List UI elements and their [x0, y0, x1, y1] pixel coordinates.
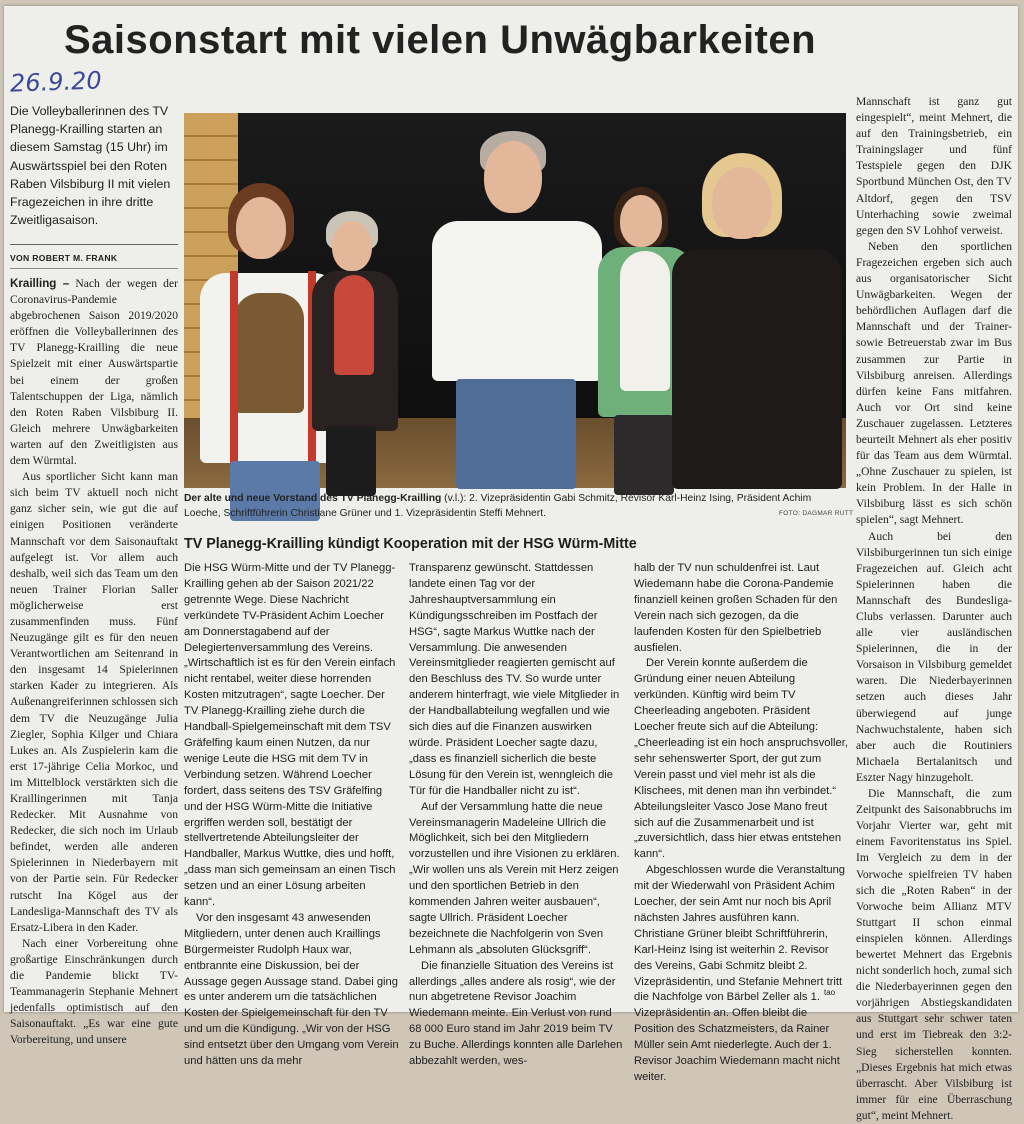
article-paragraph: Die HSG Würm-Mitte und der TV Planegg-Krailling gehen ab der Saison 2021/22 getrennte Wege. Diese Nachricht verkündete TV-Präsident Achim Loecher am Donnerstagabend auf der Delegiertenversammlung des Vereins. „Wirtschaftlich ist es für den Verein einfach nicht rentabel, weiter diese horrenden Kosten mitzutragen“, sagte Loecher. Der TV Planegg-Krailling ziehe durch die Handball-Spielgemeinschaft mit dem TSV Gräfelfing kaum einen Nutzen, da nur wenige Leute die HSG mit dem TV in Verbindung setzen. Während Loecher fordert, dass seitens des TSV Gräfelfing und der HSG Würm-Mitte die Initiative ergriffen werden soll, bestätigt der stellvertretende Abteilungsleiter der Handballer, Markus Wuttke, dies und hofft, „dass man sich gemeinsam an einen Tisch setzen und an einer Lösung arbeiten kann“.	[184, 562, 396, 909]
caption-bold: Der alte und neue Vorstand des TV Planegg-Krailling	[184, 493, 442, 504]
article-paragraph	[10, 276, 178, 469]
lead-paragraph: Die Volleyballerinnen des TV Planegg-Krailling starten an diesem Samstag (15 Uhr) im Auswärtsspiel bei den Roten Raben Vilsbiburg II mit vielen Fragezeichen in ihre dritte Zweitligasaison.	[10, 104, 171, 228]
paragraph-text: Nach der wegen der Coronavirus-Pandemie abgebrochenen Saison 2019/2020 eröffnen die Volleyballerinnen des TV Planegg-Krailling die neue Spielzeit mit einer Auswärtspartie bei einem der großen Talentschuppen der Liga, nämlich den Roten Raben Vilsbiburg II. Gleich mehrere Unwägbarkeiten warten auf den Zweitligisten aus dem Würmtal.	[10, 277, 178, 468]
byline-rule-top	[10, 244, 178, 245]
article-paragraph: Aus sportlicher Sicht kann man sich beim TV aktuell noch nicht ganz sicher sein, wie gut die auf einigen Positionen veränderte Mannschaft vor dem Saisonauftakt aufgelegt ist. Vor allem auch deshalb, weil sich das Team um den neuen Trainer Florian Saller möglicherweise erst zusammenfinden muss. Fünf Neuzugänge gilt es für den neuen Verantwortlichen am Seitenrand in den insgesamt 14 Spielerinnen starken Kader zu integrieren. Als Außenangreiferinnen schlossen sich dem TV die Neuzugänge Julia Ziegler, Sophia Kilger und Chiara Lukes an. Als Zuspielerin kam die erst 17-jährige Celia Morkoc, und im Mittelblock verstärkten sich die Kraillingerinnen mit Tanja Redecker. Mit Ausnahme von Redecker, die sich noch im Urlaub befindet, werden alle anderen Spielerinnen in Niederbayern mit von der Partie sein. Für Redecker rutscht Ina Kögel aus der Landesliga-Mannschaft des TV als Ersatz-Libera in den Kader.	[10, 470, 178, 934]
dateline: Krailling –	[10, 277, 70, 290]
article-paragraph: Auch bei den Vilsbiburgerinnen tun sich einige Fragezeichen auf. Gleich acht Spielerinnen haben die Mannschaft des Bundesliga-Clubs verlassen. Darunter auch alle vier ausländischen Spielerinnen, die in der Vorsaison in Vilsbiburg gemeldet waren. Die Niederbayerinnen setzen auch dieses Jahr überwiegend auf junge Nachwuchstalente, haben sich aber auch die Routiniers Michaela Bertalanitsch und Eszter Nagy hinzugeholt.	[856, 529, 1012, 784]
article-paragraph: halb der TV nun schuldenfrei ist. Laut Wiedemann habe die Corona-Pandemie finanziell keinen großen Schaden für den Verein nach sich gezogen, da die laufenden Kosten für den Spielbetrieb ausfielen.	[634, 562, 838, 654]
article-paragraph: Transparenz gewünscht. Stattdessen landete einen Tag vor der Jahreshauptversammlung ein Kündigungsschreiben im Postfach der HSG“, sagte Markus Wuttke nach der Versammlung. Die anwesenden Vereinsmitglieder reagierten gemischt auf den Beschluss des TV. So wurde unter anderem hinterfragt, wie viele Mitglieder in der Handballabteilung wegfallen und wie sich dies auf die Finanzen auswirken würde. Präsident Loecher sagte dazu, „dass es finanziell sicherlich die beste Lösung für den Verein ist, wenngleich die Tür für die Handballer nicht zu ist“.	[409, 562, 620, 797]
handwritten-date: 26.9.20	[9, 66, 103, 98]
byline-rule-bottom	[10, 268, 178, 269]
article-paragraph: Der Verein konnte außerdem die Gründung einer neuen Abteilung verkünden. Künftig wird beim TV Cheerleading angeboten. Präsident Loecher freute sich auf die Abteilung: „Cheerleading ist ein hoch anspruchsvoller, sehr sehenswerter Sport, der gut zum Verein passt und viel mehr ist als die Klischees, mit denen man ihn verbindet.“ Abteilungsleiter Vasco Jose Mano freut sich auf die Zusammenarbeit und ist „zuversichtlich, dass hier etwas entstehen kann“.	[634, 657, 848, 861]
byline: VON ROBERT M. FRANK	[10, 253, 118, 263]
author-signature: tao	[824, 988, 836, 997]
sub-article-headline: TV Planegg-Krailling kündigt Kooperation mit der HSG Würm-Mitte	[184, 536, 637, 552]
article-paragraph: Nach einer Vorbereitung ohne großartige Einschränkungen durch die Pandemie blickt TV-Teammanagerin Stephanie Mehnert jedenfalls optimistisch auf den Saisonauftakt. „Es war eine gute Vorbereitung, und unsere	[10, 936, 178, 1047]
article-paragraph: Die Mannschaft, die zum Zeitpunkt des Saisonabbruchs im Vorjahr Vierter war, geht mit einem Favoritenstatus ins Spiel. Im Vergleich zu dem in der Vorwoche spielfreien TV haben sich die „Roten Raben“ in der Vorwoche beim Allianz MTV Stuttgart II schon einmal einspielen können. Allerdings bewertet Mehnert das Ergebnis nicht sonderlich hoch, zumal sich die Niederbayerinnen gegen den vorjährigen Abstiegskandidaten aus Stuttgart sehr schwer taten und erst im Tiebreak den 3:2-Sieg sicherstellen konnten. „Dieses Ergebnis hat mich etwas überrascht. Aber Vilsbiburg ist immer für eine Überraschung gut“, meint Mehnert.	[856, 787, 1012, 1122]
article-paragraph: Auf der Versammlung hatte die neue Vereinsmanagerin Madeleine Ullrich die Möglichkeit, sich bei den Mitgliedern vorzustellen und ihre Visionen zu erklären. „Wir wollen uns als Verein mit Herz zeigen und den sportlichen Betrieb in den kommenden Jahren weiter ausbauen“, sagte Ullrich. Präsident Loecher bezeichnete die Nachfolgerin von Sven Lehmann als „absoluten Glücksgriff“.	[409, 800, 620, 956]
article-column-right	[856, 94, 1012, 1122]
article-paragraph: Abgeschlossen wurde die Veranstaltung mit der Wiederwahl von Präsident Achim Loecher, der sein Amt nur noch bis April nächsten Jahres ausführen kann. Christiane Grüner bleibt Schriftführerin, Karl-Heinz Ising ist weiterhin 2. Revisor des Vereins, Gabi Schmitz bleibt 2. Vizepräsidentin, und Stefanie Mehnert tritt die Nachfolge von Bärbel Zeller als 1. Vizepräsidentin an. Offen bleibt die Position des Schatzmeisters, da Rainer Müller sein Amt niederlegte. Auch der 1. Revisor Joachim Wiedemann macht nicht weiter.	[634, 864, 846, 1083]
caption-text: (v.l.): 2. Vizepräsidentin Gabi Schmitz, Revisor Karl-Heinz Ising, Präsident Achim Loeche, Schriftführerin Christiane Grüner und 1. Vizepräsidentin Steffi Mehnert.	[184, 493, 812, 519]
article-paragraph: Vor den insgesamt 43 anwesenden Mitgliedern, unter denen auch Kraillings Bürgermeister Rudolph Haux war, entbrannte eine Diskussion, bei der Aussage gegen Aussage stand. Dabei ging es unter anderem um die tatsächlichen Kosten der Spielgemeinschaft für den TV und um die Kündigung. „Wir von der HSG sind entsetzt über den Umgang vom Verein und hätten uns da mehr	[184, 911, 399, 1068]
sub-article-column-1	[184, 561, 399, 1068]
article-paragraph: Neben den sportlichen Fragezeichen ergeben sich auch aus organisatorischer Sicht Unwägbarkeiten. Wegen der behördlichen Auflagen darf die Mannschaft und der Trainer- sowie Betreuerstab zwar im Bus zusammen zur Partie in Vilsbiburg anreisen. Allerdings dürfen keine Fans mitfahren. Auch vor Ort sind keine Zuschauer zugelassen. Letzteres beurteilt Mehnert als eher positiv für das Team aus dem Würmtal. „Ohne Zuschauer zu spielen, ist kein Problem. In der Halle in Vilsbiburg lässt es sich schön spielen“, sagt Mehnert.	[856, 239, 1012, 527]
headline: Saisonstart mit vielen Unwägbarkeiten	[64, 18, 817, 62]
board-photo	[184, 113, 846, 488]
photo-credit: FOTO: DAGMAR RUTT	[779, 510, 854, 517]
article-paragraph: Mannschaft ist ganz gut eingespielt“, meint Mehnert, die auf den Trainingsbetrieb, ein Trainingslager und fünf Testspiele gegen den DJK Sportbund München Ost, den TV Altdorf, gegen den TSV Unterhaching sowie zweimal gegen den SV Lohhof verweist.	[856, 95, 1012, 237]
newspaper-clipping	[4, 6, 1018, 1122]
article-column-left	[10, 276, 178, 1047]
photo-caption	[184, 492, 848, 521]
article-paragraph: Die finanzielle Situation des Vereins ist allerdings „alles andere als rosig“, wie der nun abgetretene Revisor Joachim Wiedemann meinte. Ein Verlust von rund 68 000 Euro stand im Jahr 2019 beim TV zu Buche. Allerdings konnten alle Darlehen abbezahlt werden, wes-	[409, 959, 623, 1068]
sub-article-column-2	[409, 561, 624, 1068]
